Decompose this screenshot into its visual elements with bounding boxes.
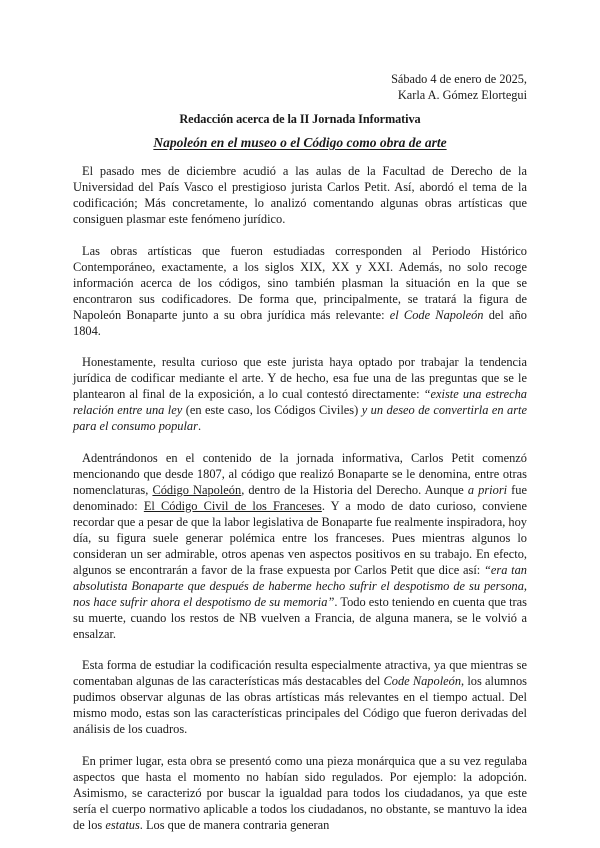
paragraph-5-b: , los alumnos pudimos observar algunas de las obras artísticas más relevantes en el tiempo actual. Del mismo modo, estas son las características principales del Código que fueron derivadas del análisis de los cuadros.	[73, 674, 527, 736]
paragraph-6	[73, 753, 527, 833]
author-line: Karla A. Gómez Elortegui	[397, 87, 527, 102]
paragraph-4-italic: a priori	[467, 482, 508, 497]
paragraph-3-end: .	[197, 419, 202, 433]
codigo-civil-franceses-link[interactable]: El Código Civil de los Franceses	[143, 498, 322, 513]
paragraph-3-text: Honestamente, resulta curioso que este jurista haya optado por trabajar la tendencia jurídica de codificar mediante el arte. Y de hecho, esa fue una de las preguntas que se le plantearon al final de la exposición, a lo cual contestó directamente:	[73, 355, 527, 401]
paragraph-6-a: En primer lugar, esta obra se presentó como una pieza monárquica que a su vez regulaba aspectos que hasta el momento no habían sido regulados. Por ejemplo: la adopción. Asimismo, se caracterizó por buscar la igualdad para todos los ciudadanos, ya que este sería el cuerpo normativo aplicable a todos los ciudadanos, no obstante, se mantuvo la idea de los	[73, 753, 527, 832]
document-subtitle: Napoleón en el museo o el Código como obra de arte	[153, 135, 447, 150]
codigo-napoleon-link[interactable]: Código Napoleón	[152, 482, 242, 497]
paragraph-4-quote: “era tan absolutista Bonaparte que después de haberme hecho sufrir el despotismo de su persona, nos hace sufrir ahora el despotismo de su memoria”	[73, 562, 527, 609]
paragraph-2-text: Las obras artísticas que fueron estudiadas corresponden al Periodo Histórico Contemporáneo, exactamente, a los siglos XIX, XX y XXI. Además, no solo recoge información acerca de los códigos, sino también plasman la situación en la que se encontraron sus codificadores. De forma que, principalmente, se tratará la figura de Napoleón Bonaparte junto a su obra jurídica más relevante:	[73, 243, 527, 322]
paragraph-4-e: . Todo esto teniendo en cuenta que tras su muerte, cuando los restos de NB vuelven a Francia, de alguna manera, se le volvió a ensalzar.	[73, 594, 528, 641]
paragraph-4	[73, 450, 527, 642]
document-title: Redacción acerca de la II Jornada Informativa	[179, 112, 421, 126]
paragraph-3	[73, 354, 527, 434]
paragraph-2-end: del año 1804.	[73, 307, 527, 338]
paragraph-4-d: . Y a modo de dato curioso, conviene recordar que a pesar de que la labor legislativa de Bonaparte fue realmente inspiradora, hoy día, su figura suele generar polémica entre los franceses. Pues mientras algunos lo consideran un ser admirable, otros apenas ven aspectos positivos en su trabajo. En efecto, algunos se encontrarán a favor de la frase expuesta por Carlos Petit que dice así:	[73, 498, 527, 577]
document-body	[73, 163, 527, 848]
paragraph-3-italic-2: y un deseo de convertirla en arte para el consumo popular	[73, 403, 527, 433]
paragraph-5	[73, 657, 527, 737]
paragraph-5-a: Esta forma de estudiar la codificación resulta especialmente atractiva, ya que mientras se comentaban algunas de las características más destacables del	[73, 658, 527, 688]
paragraph-6-b: . Los que de manera contraria generan	[139, 817, 330, 832]
paragraph-4-c: fue denominado:	[73, 482, 527, 513]
date-line: Sábado 4 de enero de 2025,	[391, 72, 527, 86]
paragraph-2	[73, 243, 527, 339]
paragraph-4-b: , dentro de la Historia del Derecho. Aunque	[241, 482, 468, 497]
paragraph-3-italic-1: “existe una estrecha relación entre una ley	[73, 387, 527, 417]
paragraph-2-italic: el Code Napoleón	[389, 307, 484, 322]
paragraph-1-text: El pasado mes de diciembre acudió a las aulas de la Facultad de Derecho de la Universidad del País Vasco el prestigioso jurista Carlos Petit. Así, abordó el tema de la codificación; Más concretamente, lo analizó comentando algunas obras artísticas que consiguen plasmar este fenómeno jurídico.	[73, 164, 527, 226]
paragraph-6-italic: estatus	[105, 817, 140, 832]
date-author-block	[391, 72, 527, 103]
paragraph-1	[73, 163, 527, 227]
paragraph-5-italic: Code Napoleón	[383, 674, 462, 688]
paragraph-4-a: Adentrándonos en el contenido de la jornada informativa, Carlos Petit comenzó mencionando que desde 1807, al código que realizó Bonaparte se le denomina, entre otras nomenclaturas,	[73, 450, 527, 497]
paragraph-3-mid: (en este caso, los Códigos Civiles)	[182, 403, 362, 417]
